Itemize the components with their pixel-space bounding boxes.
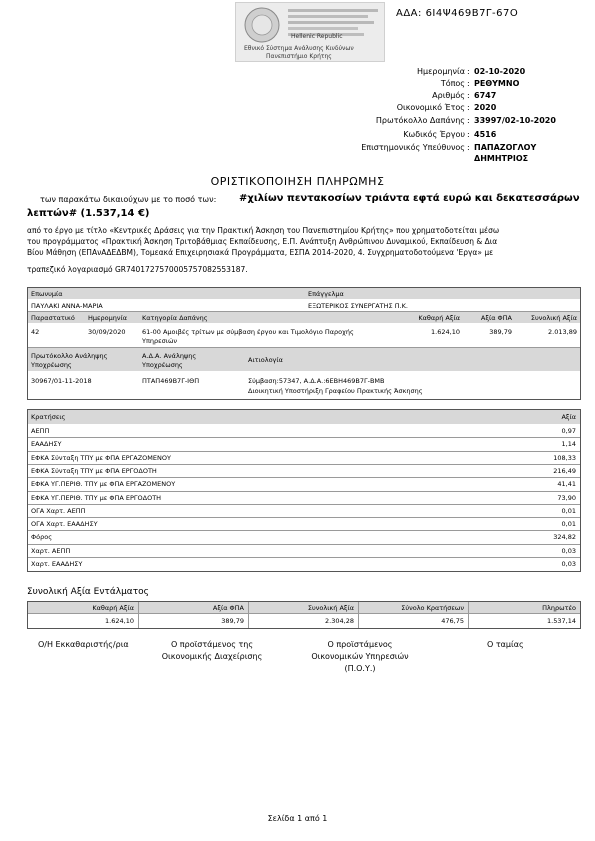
summary-hdr-vat: Αξία ΦΠΑ <box>212 604 244 612</box>
summary-net: 1.624,10 <box>105 617 134 625</box>
meta-project-code: Κωδικός Έργου : 4516 <box>403 130 497 139</box>
deduction-value: 41,41 <box>557 480 576 489</box>
intro-line6: τραπεζικό λογαριασμό GR7401727570005757082553187. <box>27 265 248 274</box>
deduction-label: ΕΦΚΑ Σύνταξη ΤΠΥ με ΦΠΑ ΕΡΓΟΔΟΤΗ <box>31 466 157 475</box>
deduction-label: Χαρτ. ΑΕΠΠ <box>31 546 71 555</box>
summary-payable: 1.537,14 <box>547 617 576 625</box>
summary-hdr-net: Καθαρή Αξία <box>92 604 134 612</box>
hdr-name: Επωνυμία <box>31 290 63 298</box>
row-divider <box>28 504 580 505</box>
beneficiary-table <box>27 287 581 400</box>
intro-amount-words: #χιλίων πεντακοσίων τριάντα εφτά ευρώ και δεκατεσσάρων <box>239 193 580 204</box>
hdr-net-value: Καθαρή Αξία <box>418 314 460 322</box>
document-date: 30/09/2020 <box>88 328 126 336</box>
intro-line5: Βίου Μάθηση (ΕΠΑνΑΔΕΔΒΜ), Τομεακά Επιχειρησιακά Προγράμματα, ΕΣΠΑ 2014-2020, 4. Συγχρηματοδοτούμενα 'Εργα» με <box>27 248 494 257</box>
seal-text-3: Πανεπιστήμιο Κρήτης <box>266 53 332 60</box>
page-footer: Σελίδα 1 από 1 <box>267 814 328 823</box>
deduction-label: ΕΦΚΑ ΥΓ.ΠΕΡΙΘ. ΤΠΥ με ΦΠΑ ΕΡΓΑΖΟΜΕΝΟΥ <box>31 480 176 489</box>
summary-hdr-payable: Πληρωτέο <box>542 604 576 612</box>
beneficiary-profession: ΕΞΩΤΕΡΙΚΟΣ ΣΥΝΕΡΓΑΤΗΣ Π.Κ. <box>308 302 408 310</box>
hdr-deduction-value: Αξία <box>561 413 576 421</box>
seal-text-1: Hellenic Republic <box>291 33 343 40</box>
deduction-value: 73,90 <box>557 493 576 502</box>
document-number: 42 <box>31 328 40 336</box>
signature-cashier: Ο ταμίας <box>487 640 524 649</box>
row-divider <box>28 530 580 531</box>
signature-finance-head-line1: Ο προϊστάμενος της <box>170 640 254 649</box>
deduction-label: ΟΓΑ Χαρτ. ΑΕΠΠ <box>31 506 86 515</box>
deduction-label: ΕΑΑΔΗΣΥ <box>31 440 62 449</box>
ada-code: ΑΔΑ: 6Ι4Ψ469Β7Γ-67Ο <box>396 8 519 19</box>
summary-title: Συνολική Αξία Εντάλματος <box>27 587 149 597</box>
deduction-value: 324,82 <box>553 533 576 542</box>
protocol-number: 30967/01-11-2018 <box>31 377 92 385</box>
vat-value: 389,79 <box>489 328 512 336</box>
justification-line1: Σύμβαση:57347, Α.Δ.Α.:6ΕΒΗ469Β7Γ-ΒΜΒ <box>248 377 385 385</box>
summary-deductions: 476,75 <box>441 617 464 625</box>
meta-scientific-supervisor: Επιστημονικός Υπεύθυνος : ΠΑΠΑΖΟΓΛΟΥ <box>361 143 537 152</box>
meta-date: Ημερομηνία : 02-10-2020 <box>416 67 526 76</box>
hdr-profession: Επάγγελμα <box>308 290 344 298</box>
hdr-ada-line1: Α.Δ.Α. Ανάληψης <box>142 352 197 360</box>
row-divider <box>28 437 580 438</box>
row-divider <box>28 464 580 465</box>
intro-line4: του προγράμματος «Πρακτική Άσκηση Τριτοβάθμιας Εκπαίδευσης, Ε.Π. Ανάπτυξη Ανθρώπινου Δυναμικού, Εκπαίδευση & Δια <box>27 237 498 246</box>
deduction-label: ΕΦΚΑ Σύνταξη ΤΠΥ με ΦΠΑ ΕΡΓΑΖΟΜΕΝΟΥ <box>31 453 171 462</box>
signature-pou-head-line2: Οικονομικών Υπηρεσιών <box>311 652 409 661</box>
row-divider <box>28 477 580 478</box>
hdr-expense-category: Κατηγορία Δαπάνης <box>142 314 208 322</box>
page-title: ΟΡΙΣΤΙΚΟΠΟΙΗΣΗ ΠΛΗΡΩΜΗΣ <box>210 175 385 188</box>
row-divider <box>28 517 580 518</box>
row-divider <box>28 451 580 452</box>
deduction-label: ΕΦΚΑ ΥΓ.ΠΕΡΙΘ. ΤΠΥ με ΦΠΑ ΕΡΓΟΔΟΤΗ <box>31 493 162 502</box>
meta-place: Τόπος : ΡΕΘΥΜΝΟ <box>440 79 520 88</box>
hdr-justification: Αιτιολογία <box>248 356 283 364</box>
hdr-total-value: Συνολική Αξία <box>530 314 577 322</box>
summary-hdr-deductions: Σύνολο Κρατήσεων <box>401 604 464 612</box>
intro-line3: από το έργο με τίτλο «Κεντρικές Δράσεις για την Πρακτική Άσκηση του Πανεπιστημίου Κρήτης» που χρηματοδοτείται μέσω <box>27 226 500 235</box>
deduction-value: 0,01 <box>561 506 576 515</box>
intro-lead: των παρακάτω δικαιούχων με το ποσό των: <box>40 195 217 204</box>
summary-total: 2.304,28 <box>325 617 354 625</box>
hdr-protocol-line2: Υποχρέωσης <box>31 361 72 369</box>
seal-text-2: Εθνικό Σύστημα Ανάλυσης Κινδύνων <box>244 45 354 52</box>
ada-commitment: ΠΤΑΠ469Β7Γ-ΙΘΠ <box>142 377 200 385</box>
deduction-value: 216,49 <box>553 466 576 475</box>
signature-finance-head-line2: Οικονομικής Διαχείρισης <box>161 652 263 661</box>
meta-supervisor-surname: ΔΗΜΗΤΡΙΟΣ <box>474 154 529 163</box>
summary-hdr-total: Συνολική Αξία <box>307 604 354 612</box>
deduction-value: 0,03 <box>561 560 576 568</box>
hdr-deduction: Κρατήσεις <box>31 413 66 421</box>
deduction-label: Φόρος <box>31 533 53 542</box>
justification-line2: Διοικητική Υποστήριξη Γραφείου Πρακτικής Άσκησης <box>248 387 423 395</box>
hdr-vat-value: Αξία ΦΠΑ <box>480 314 512 322</box>
deduction-value: 108,33 <box>553 453 576 462</box>
total-value: 2.013,89 <box>548 328 577 336</box>
hdr-ada-line2: Υποχρέωσης <box>142 361 183 369</box>
deduction-label: ΟΓΑ Χαρτ. ΕΑΑΔΗΣΥ <box>31 520 98 529</box>
summary-vat: 389,79 <box>221 617 244 625</box>
intro-amount-line2: λεπτών# (1.537,14 €) <box>27 208 150 219</box>
deduction-label: ΑΕΠΠ <box>31 427 50 435</box>
meta-expense-protocol: Πρωτόκολλο Δαπάνης : 33997/02-10-2020 <box>375 116 556 125</box>
deduction-value: 0,97 <box>561 427 576 435</box>
signature-pou-head-line3: (Π.Ο.Υ.) <box>344 664 376 673</box>
signature-pou-head-line1: Ο προϊστάμενος <box>327 640 393 649</box>
row-divider <box>28 544 580 545</box>
net-value: 1.624,10 <box>431 328 460 336</box>
signature-clearer: Ο/Η Εκκαθαριστής/ρια <box>38 640 129 649</box>
deduction-label: Χαρτ. ΕΑΑΔΗΣΥ <box>31 560 83 568</box>
hdr-protocol-line1: Πρωτόκολλο Ανάληψης <box>31 352 108 360</box>
deduction-value: 0,03 <box>561 546 576 555</box>
row-divider <box>28 491 580 492</box>
meta-number: Αριθμός : 6747 <box>432 91 497 100</box>
meta-fiscal-year: Οικονομικό Έτος : 2020 <box>396 103 497 112</box>
deductions-table <box>27 409 581 572</box>
row-divider <box>28 557 580 558</box>
deduction-value: 1,14 <box>561 440 576 449</box>
beneficiary-name: ΠΑΥΛΑΚΙ ΑΝΝΑ-ΜΑΡΙΑ <box>31 302 103 310</box>
hellenic-republic-seal <box>235 2 385 62</box>
summary-table <box>27 601 581 629</box>
deduction-value: 0,01 <box>561 520 576 529</box>
expense-category-line1: 61-00 Αμοιβές τρίτων με σύμβαση έργου και Τιμολόγιο Παροχής <box>142 328 354 336</box>
expense-category-line2: Υπηρεσιών <box>142 337 178 345</box>
hdr-document: Παραστατικό <box>31 314 75 322</box>
hdr-date: Ημερομηνία <box>88 314 128 322</box>
